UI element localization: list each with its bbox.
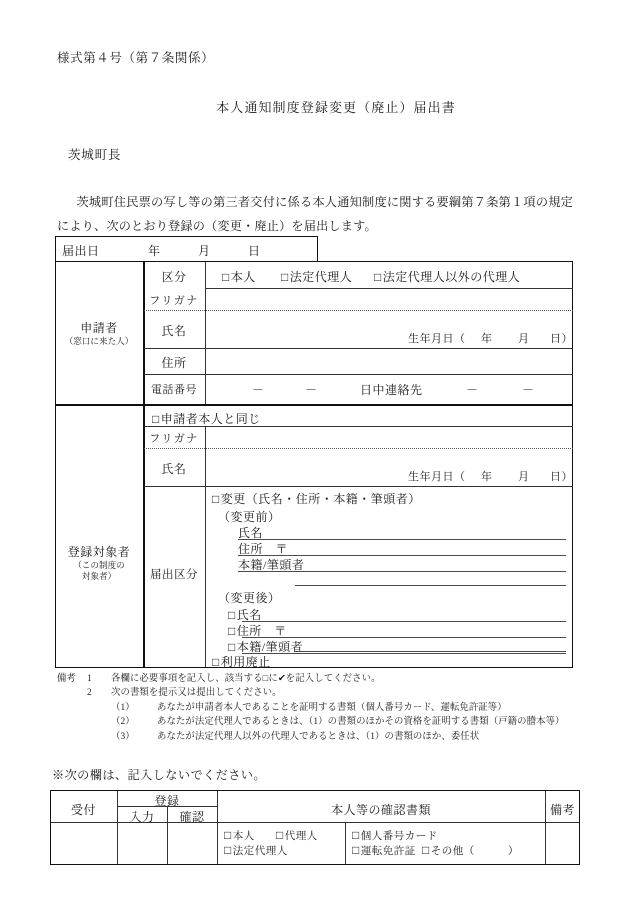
applicant-section-subtitle: （窓口に来た人）	[64, 336, 134, 346]
registrant-type-label: 届出区分	[150, 569, 198, 581]
official-header-input: 入力	[129, 810, 155, 824]
after-change-honseki-rule[interactable]	[242, 653, 566, 654]
applicant-name-bottom	[144, 348, 573, 349]
submission-date-year[interactable]: 年	[148, 244, 161, 258]
registrant-same-as-applicant[interactable]: □ 申請者本人と同じ	[152, 410, 261, 427]
applicant-phone-label: 電話番号	[151, 384, 197, 396]
official-use-notice: ※次の欄は、記入しないでください。	[52, 768, 266, 782]
applicant-phone-dash-1: －	[252, 383, 265, 397]
official-header-documents: 本人等の確認書類	[330, 803, 431, 817]
applicant-section-bottom	[56, 404, 573, 406]
body-line-2: 、次のとおり登録の（変更・廃止）を届出します。	[94, 219, 377, 233]
remarks-subitem-1-num: （1）	[111, 702, 135, 713]
before-change-heading: （変更前）	[218, 510, 281, 524]
registrant-furigana-label: フリガナ	[149, 433, 199, 445]
abolish-option[interactable]: □ 利用廃止	[212, 653, 271, 670]
registrant-furigana-bottom	[144, 448, 573, 449]
official-person-option-rep[interactable]: □ 代理人	[276, 828, 318, 843]
remarks-item-2-text: 次の書類を提示又は提出してください。	[111, 688, 282, 699]
official-doc-option-license[interactable]: □ 運転免許証	[352, 843, 416, 858]
after-change-name-option[interactable]: □ 氏名	[228, 606, 262, 623]
applicant-address-bottom	[144, 374, 573, 375]
registrant-section-subtitle-2: 対象者）	[81, 571, 117, 581]
applicant-furigana-bottom	[144, 310, 573, 311]
registrant-birth-year[interactable]: 年	[481, 471, 493, 483]
remarks-item-2	[57, 686, 602, 700]
applicant-category-option-other-rep[interactable]: □ 法定代理人以外の代理人	[374, 268, 520, 285]
registrant-birth-label: 生年月日（	[408, 471, 466, 483]
registrant-birth-day[interactable]: 日）	[550, 471, 573, 483]
remarks-item-2-num: 2	[87, 688, 92, 699]
remarks-subitem-1	[57, 701, 602, 715]
after-change-name-rule[interactable]	[242, 621, 566, 622]
remarks-block	[57, 672, 602, 744]
after-change-extra-rule[interactable]	[295, 651, 566, 652]
registrant-name-bottom	[144, 486, 573, 487]
after-change-honseki-option[interactable]: □ 本籍/筆頭者	[228, 638, 303, 655]
applicant-name-label: 氏名	[161, 324, 187, 338]
submission-date-label: 届出日	[62, 244, 100, 258]
remarks-subitem-3-text: あなたが法定代理人以外の代理人であるときは、（1）の書類のほか、委任状	[157, 731, 480, 742]
before-change-address-label: 住所 〒	[238, 542, 289, 556]
official-doc-option-other-close: ）	[508, 846, 519, 857]
after-change-address-option[interactable]: □ 住所 〒	[228, 622, 287, 639]
registrant-section-title: 登録対象者	[67, 545, 131, 559]
official-header-remarks: 備考	[549, 803, 575, 817]
official-header-reception: 受付	[70, 803, 96, 817]
applicant-daytime-dash-2: －	[522, 383, 535, 397]
applicant-address-label: 住所	[161, 356, 187, 370]
remarks-subitem-2	[57, 715, 602, 729]
body-paragraph	[57, 190, 573, 238]
applicant-phone-dash-2: －	[305, 383, 318, 397]
applicant-category-option-self[interactable]: □ 本人	[222, 268, 256, 285]
before-change-honseki-rule[interactable]	[238, 571, 566, 572]
registrant-birth-month[interactable]: 月	[518, 471, 530, 483]
remarks-subitem-3-num: （3）	[111, 731, 135, 742]
applicant-birth-day[interactable]: 日）	[550, 333, 573, 345]
applicant-section-label	[55, 319, 143, 347]
official-header-registration: 登録	[154, 794, 180, 808]
applicant-daytime-dash-1: －	[466, 383, 479, 397]
applicant-furigana-label: フリガナ	[149, 295, 199, 307]
remarks-subitem-2-text: あなたが法定代理人であるときは、（1）の書類のほかその資格を証明する書類（戸籍の謄本等）	[157, 717, 565, 728]
remarks-subitem-2-num: （2）	[111, 717, 135, 728]
addressee: 茨城町長	[68, 148, 122, 162]
applicant-birth-label: 生年月日（	[408, 333, 466, 345]
remarks-item-1-text: 各欄に必要事項を記入し、該当する□に✔を記入してください。	[111, 674, 381, 684]
applicant-daytime-label: 日中連絡先	[360, 383, 423, 397]
main-table-col2-divider	[205, 262, 206, 404]
remarks-item-1	[57, 672, 602, 686]
registrant-name-label: 氏名	[161, 462, 187, 476]
official-doc-option-other[interactable]: □ その他（	[422, 843, 475, 858]
official-person-option-self[interactable]: □ 本人	[224, 828, 255, 843]
applicant-birth-month[interactable]: 月	[518, 333, 530, 345]
form-number: 様式第４号（第７条関係）	[57, 51, 215, 65]
official-person-option-legal-rep[interactable]: □ 法定代理人	[224, 843, 288, 858]
submission-date-day[interactable]: 日	[248, 244, 261, 258]
official-doc-option-mynumber[interactable]: □ 個人番号カード	[352, 828, 438, 843]
before-change-honseki-label: 本籍/筆頭者	[238, 558, 305, 572]
after-change-heading: （変更後）	[218, 591, 281, 605]
applicant-category-option-legal-rep[interactable]: □ 法定代理人	[281, 268, 352, 285]
submission-date-month[interactable]: 月	[198, 244, 211, 258]
body-line-1: 茨城町住民票の写し等の第三者交付に係る本人通知制度に関する要綱第７条第１項の規定により	[57, 195, 573, 233]
official-doc-inner-divider	[345, 822, 346, 864]
official-header-confirm: 確認	[179, 810, 205, 824]
remarks-subitem-1-text: あなたが申請者本人であることを証明する書類（個人番号カード、運転免許証等）	[157, 702, 507, 713]
remarks-subitem-3	[57, 730, 602, 744]
applicant-category-bottom	[205, 288, 573, 289]
before-change-extra-rule[interactable]	[295, 585, 566, 586]
remarks-label: 備考	[57, 674, 76, 684]
registrant-col2-divider	[205, 426, 206, 667]
applicant-section-title: 申請者	[80, 321, 118, 335]
remarks-item-1-num: 1	[87, 674, 92, 684]
before-change-name-label: 氏名	[238, 526, 264, 540]
applicant-category-label: 区分	[161, 270, 187, 284]
registrant-section-subtitle-1: （この制度の	[73, 560, 125, 570]
registrant-section-label	[55, 543, 143, 582]
document-title: 本人通知制度登録変更（廃止）届出書	[216, 100, 456, 115]
registrant-change-option[interactable]: □ 変更（氏名・住所・本籍・筆頭者）	[212, 490, 421, 507]
applicant-birth-year[interactable]: 年	[481, 333, 493, 345]
